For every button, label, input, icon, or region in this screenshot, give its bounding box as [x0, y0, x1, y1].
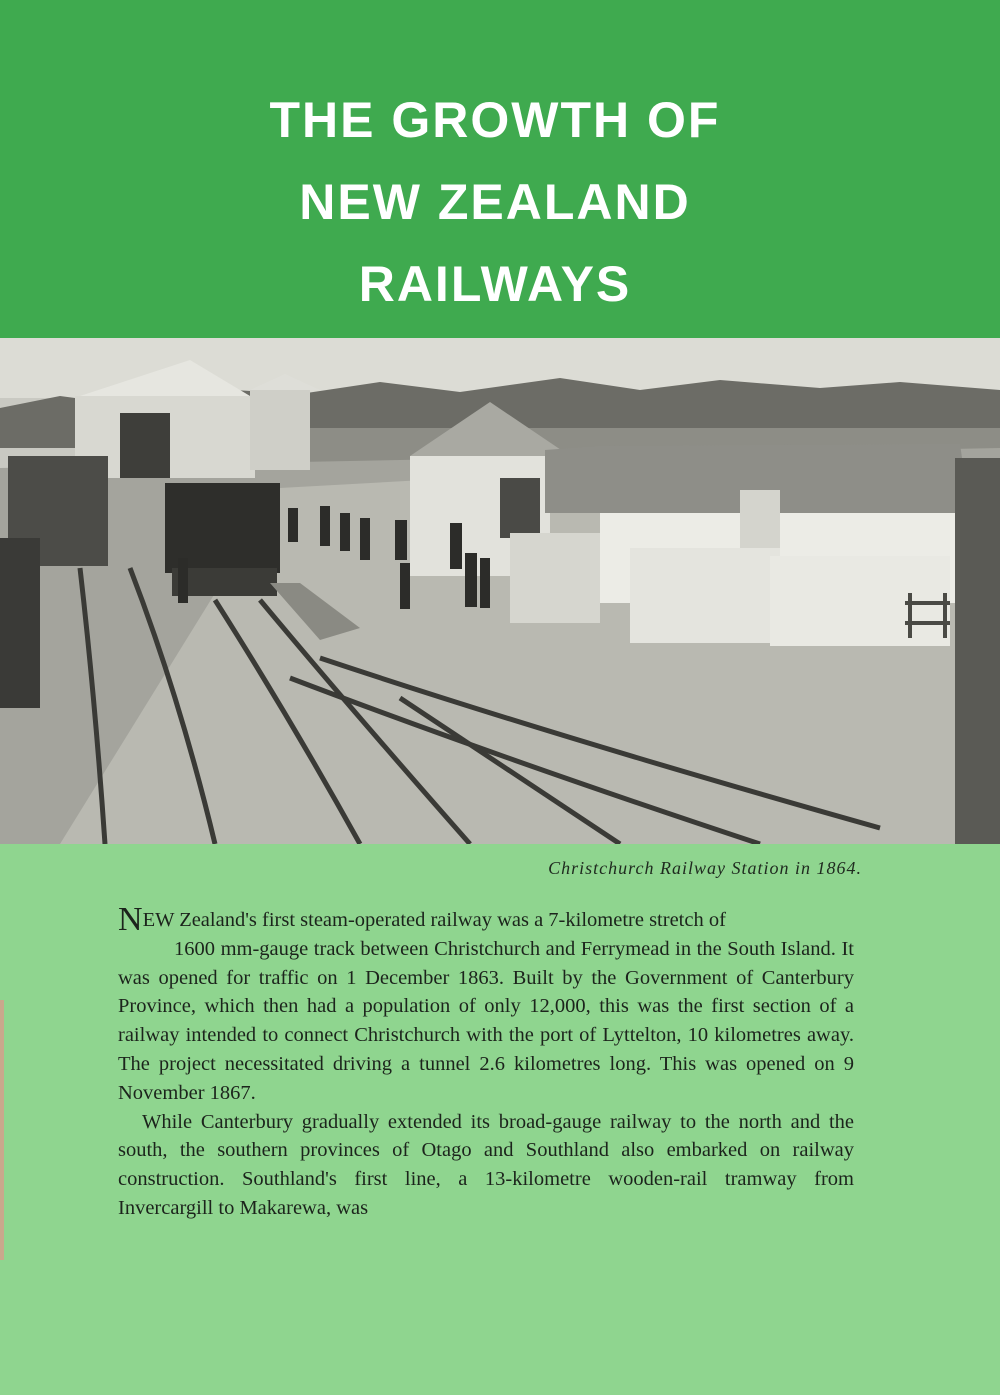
paragraph-1 [118, 901, 854, 1108]
paragraph-2: While Canterbury gradually extended its broad-gauge railway to the north and the south, the southern provinces of Otago and Southland also embarked on railway construction. Southland's first line, a 13-kilometre wooden-rail tramway from Invercargill to Makarewa, was [118, 1110, 854, 1219]
drop-cap: N [118, 901, 143, 938]
paragraph-1-body: 1600 mm-gauge track between Christchurch and Ferrymead in the South Island. It was opened for traffic on 1 December 1863. Built by the Government of Canterbury Province, which then had a population of only 12,000, this was the first section of a railway intended to connect Christchurch with the port of Lyttelton, 10 kilometres away. The project necessitated driving a tunnel 2.6 kilometres long. This was opened on 9 November 1867. [118, 937, 854, 1104]
station-photo-illustration [0, 338, 1000, 844]
title-banner [0, 0, 1000, 338]
station-photograph [0, 338, 1000, 844]
title-line-1: THE GROWTH OF [269, 92, 721, 148]
article-body [118, 901, 854, 1223]
title-line-3: RAILWAYS [358, 256, 632, 312]
photo-caption: Christchurch Railway Station in 1864. [548, 858, 862, 878]
title-line-2: NEW ZEALAND [299, 174, 691, 230]
page-edge-mark [0, 1000, 4, 1260]
paragraph-1-first-line: EW Zealand's first steam-operated railway was a 7-kilometre stretch of [142, 909, 726, 931]
